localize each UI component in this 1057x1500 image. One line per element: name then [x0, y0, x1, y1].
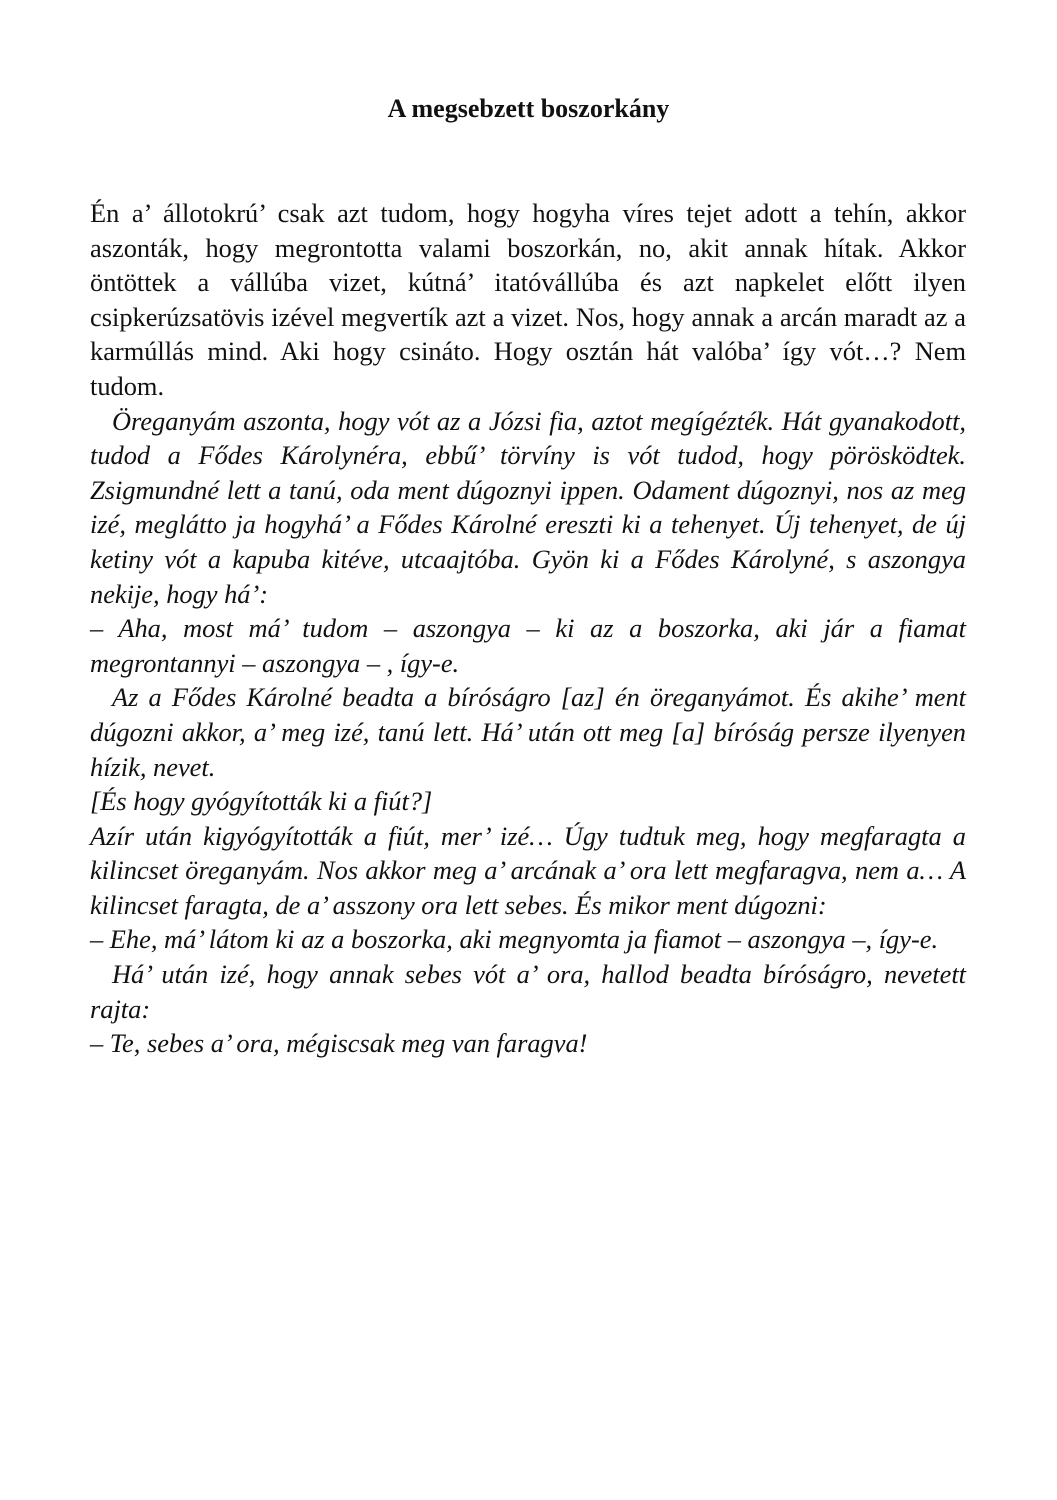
paragraph: Azír után kigyógyították a fiút, mer’ izé… Úgy tudtuk meg, hogy megfaragta a kilincset öreganyám. Nos akkor meg a’ arcának a’ ora lett megfaragva, nem a… A kilincset faragta, de a’ asszony ora lett sebes. És mikor ment dúgozni:	[90, 820, 966, 920]
paragraph: – Aha, most má’ tudom – aszongya – ki az a boszorka, aki jár a fiamat megrontannyi – aszongya – , így-e.	[90, 613, 966, 678]
paragraph: Az a Fődes Károlné beadta a bíróságro [az] én öreganyámot. És akihe’ ment dúgozni akkor, a’ meg izé, tanú lett. Há’ után ott meg [a] bíróság persze ilyenyen hízik, nevet.	[90, 682, 966, 782]
paragraph: – Ehe, má’ látom ki az a boszorka, aki megnyomta ja fiamot – aszongya –, így-e.	[90, 924, 939, 955]
paragraph: – Te, sebes a’ ora, mégiscsak meg van faragva!	[90, 1028, 588, 1059]
paragraph: Én a’ állotokrú’ csak azt tudom, hogy hogyha víres tejet adott a tehín, akkor aszonták, hogy megrontotta valami boszorkán, no, akit annak hítak. Akkor öntöttek a vállúba vizet, kútná’ itatóvállúba és azt napkelet előtt ilyen csipkerúzsatövis izével megvertík azt a vizet. Nos, hogy annak a arcán maradt az a karmúllás mind. Aki hogy csináto. Hogy osztán hát valóba’ így vót…? Nem tudom.	[90, 198, 966, 401]
page-title: A megsebzett boszorkány	[387, 94, 670, 123]
document-body	[90, 196, 966, 1061]
paragraph: [És hogy gyógyították ki a fiút?]	[90, 786, 433, 817]
paragraph: Öreganyám aszonta, hogy vót az a Józsi fia, aztot megígézték. Hát gyanakodott, tudod a Fődes Károlynéra, ebbű’ törvíny is vót tudod, hogy pörösködtek. Zsigmundné lett a tanú, oda ment dúgoznyi ippen. Odament dúgoznyi, nos az meg izé, meglátto ja hogyhá’ a Fődes Károlné ereszti ki a tehenyet. Új tehenyet, de új ketiny vót a kapuba kitéve, utcaajtóba. Gyön ki a Fődes Károlyné, s aszongya nekije, hogy há’:	[90, 405, 966, 609]
paragraph: Há’ után izé, hogy annak sebes vót a’ ora, hallod beadta bíróságro, nevetett rajta:	[90, 959, 966, 1024]
